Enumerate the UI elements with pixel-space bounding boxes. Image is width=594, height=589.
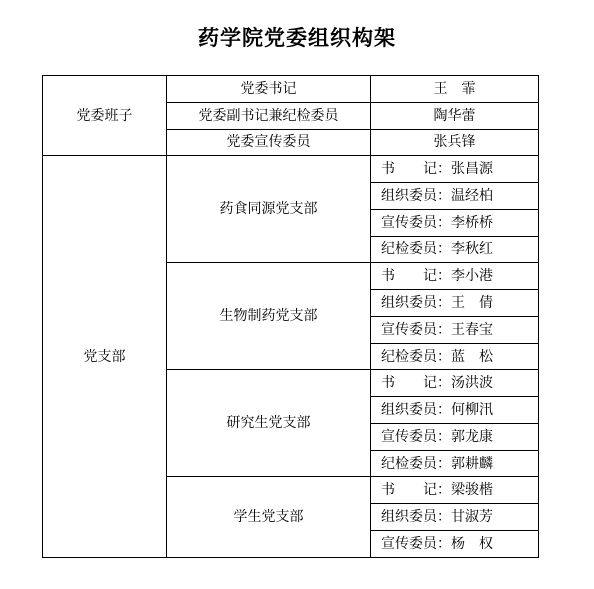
member-role: 宣传委员： xyxy=(381,536,451,552)
branch-member xyxy=(371,343,539,370)
branch-member xyxy=(371,531,539,558)
member-name: 梁骏楷 xyxy=(451,482,493,499)
org-chart-table xyxy=(42,75,539,558)
member-role: 组织委员： xyxy=(381,509,451,526)
branch-member xyxy=(371,290,539,317)
committee-role: 党委宣传委员 xyxy=(167,129,371,156)
member-name: 温经柏 xyxy=(451,187,493,204)
branch-member xyxy=(371,504,539,531)
branch-member xyxy=(371,316,539,343)
committee-name: 陶华蕾 xyxy=(371,102,539,129)
branch-member xyxy=(371,477,539,504)
branch-member xyxy=(371,450,539,477)
member-name: 李秋红 xyxy=(451,241,493,258)
member-role: 书 记： xyxy=(381,268,451,285)
member-name: 汤洪波 xyxy=(451,375,493,392)
branches-label: 党支部 xyxy=(43,156,167,558)
member-name: 蓝 松 xyxy=(451,348,493,365)
committee-label: 党委班子 xyxy=(43,76,167,156)
member-name: 郭龙康 xyxy=(451,428,493,445)
branch-member xyxy=(371,156,539,183)
member-role: 纪检委员： xyxy=(381,455,451,472)
branch-member xyxy=(371,423,539,450)
member-role: 书 记： xyxy=(381,482,451,499)
committee-role: 党委副书记兼纪检委员 xyxy=(167,102,371,129)
member-name: 李桥桥 xyxy=(451,214,493,231)
branch-member-row xyxy=(43,156,539,183)
member-name: 王春宝 xyxy=(451,321,493,338)
committee-row xyxy=(43,76,539,103)
member-name: 李小港 xyxy=(451,268,493,285)
member-role: 组织委员： xyxy=(381,402,451,419)
member-role: 纪检委员： xyxy=(381,348,451,365)
branch-member xyxy=(371,370,539,397)
branch-member xyxy=(371,209,539,236)
committee-role: 党委书记 xyxy=(167,76,371,103)
branch-name: 生物制药党支部 xyxy=(167,263,371,370)
member-role: 宣传委员： xyxy=(381,214,451,231)
member-role: 宣传委员： xyxy=(381,321,451,338)
member-name: 何柳汛 xyxy=(451,402,493,419)
member-role: 纪检委员： xyxy=(381,241,451,258)
member-role: 宣传委员： xyxy=(381,428,451,445)
committee-name: 王 霏 xyxy=(371,76,539,103)
member-name: 杨 权 xyxy=(451,536,493,552)
member-role: 组织委员： xyxy=(381,295,451,311)
branch-member xyxy=(371,397,539,424)
member-name: 王 倩 xyxy=(451,295,493,311)
member-name: 张昌源 xyxy=(451,161,493,178)
branch-member xyxy=(371,183,539,210)
branch-name: 研究生党支部 xyxy=(167,370,371,477)
member-role: 书 记： xyxy=(381,161,451,178)
branch-name: 学生党支部 xyxy=(167,477,371,558)
branch-name: 药食同源党支部 xyxy=(167,156,371,263)
member-name: 郭耕麟 xyxy=(451,455,493,472)
committee-name: 张兵锋 xyxy=(371,129,539,156)
branch-member xyxy=(371,263,539,290)
branch-member xyxy=(371,236,539,263)
page-title: 药学院党委组织构架 xyxy=(198,25,396,50)
member-role: 书 记： xyxy=(381,375,451,392)
member-name: 甘淑芳 xyxy=(451,509,493,526)
member-role: 组织委员： xyxy=(381,187,451,204)
